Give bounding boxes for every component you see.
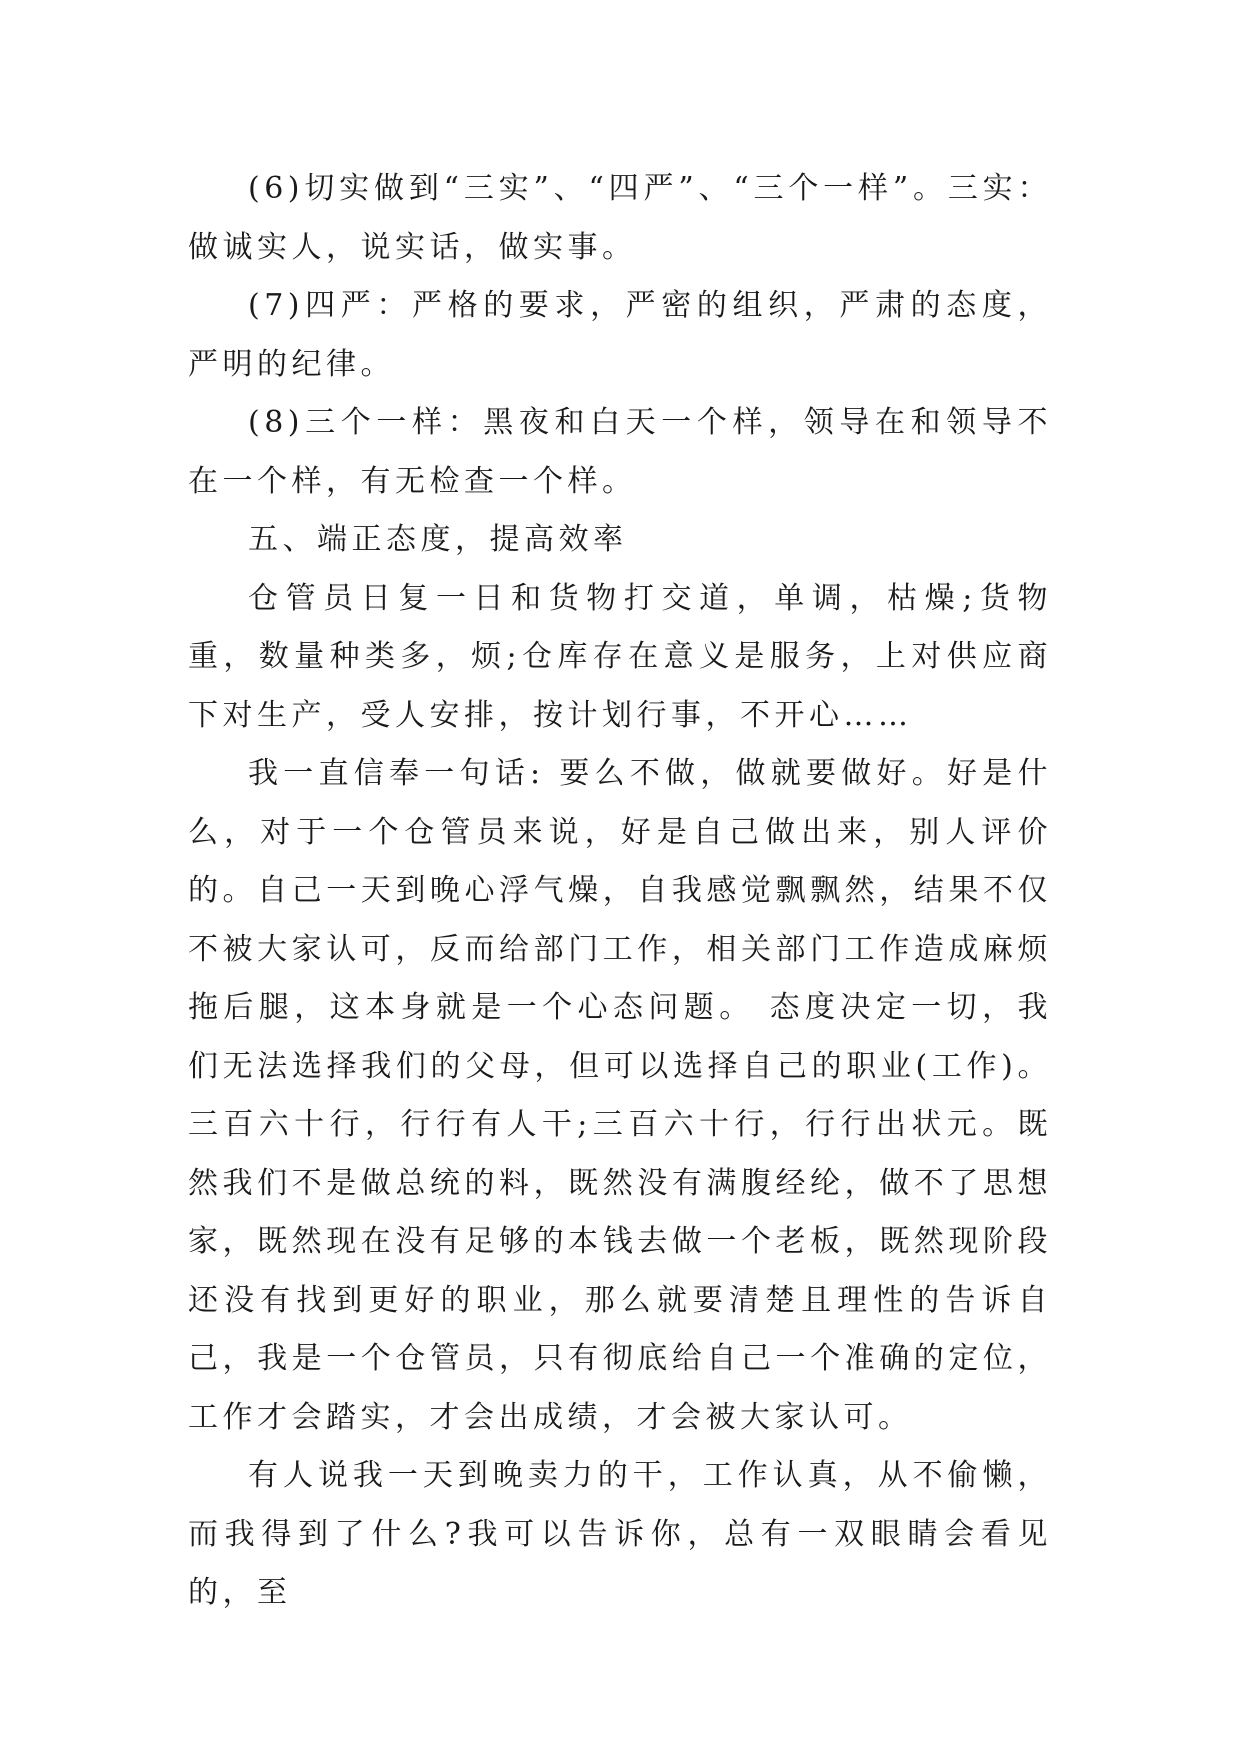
paragraph-warehouse-work: 仓管员日复一日和货物打交道，单调，枯燥;货物重，数量种类多，烦;仓库存在意义是服务，上对供应商下对生产，受人安排，按计划行事，不开心…… bbox=[188, 580, 1052, 733]
document-body bbox=[188, 160, 1052, 1623]
paragraph-hard-work: 有人说我一天到晚卖力的干，工作认真，从不偷懒，而我得到了什么?我可以告诉你，总有一双眼睛会看见的，至 bbox=[188, 1458, 1052, 1610]
paragraph-attitude: 我一直信奉一句话: 要么不做，做就要做好。好是什么，对于一个仓管员来说，好是自己做出来，别人评价的。自己一天到晚心浮气燥，自我感觉飘飘然，结果不仅不被大家认可，反而给部门工作，相关部门工作造成麻烦拖后腿，这本身就是一个心态问题。 态度决定一切，我们无法选择我们的父母，但可以选择自己的职业(工作)。三百六十行，行行有人干;三百六十行，行行出状元。既然我们不是做总统的料，既然没有满腹经纶，做不了思想家，既然现在没有足够的本钱去做一个老板，既然现阶段还没有找到更好的职业，那么就要清楚且理性的告诉自己，我是一个仓管员，只有彻底给自己一个准确的定位，工作才会踏实，才会出成绩，才会被大家认可。 bbox=[188, 756, 1052, 1435]
paragraph-item-8: (8)三个一样：黑夜和白天一个样，领导在和领导不在一个样，有无检查一个样。 bbox=[188, 405, 1052, 499]
section-heading: 五、端正态度，提高效率 bbox=[248, 522, 628, 557]
paragraph-item-6: (6)切实做到“三实”、“四严”、“三个一样”。三实：做诚实人，说实话，做实事。 bbox=[188, 171, 1052, 265]
paragraph-item-7: (7)四严：严格的要求，严密的组织，严肃的态度，严明的纪律。 bbox=[188, 288, 1052, 382]
